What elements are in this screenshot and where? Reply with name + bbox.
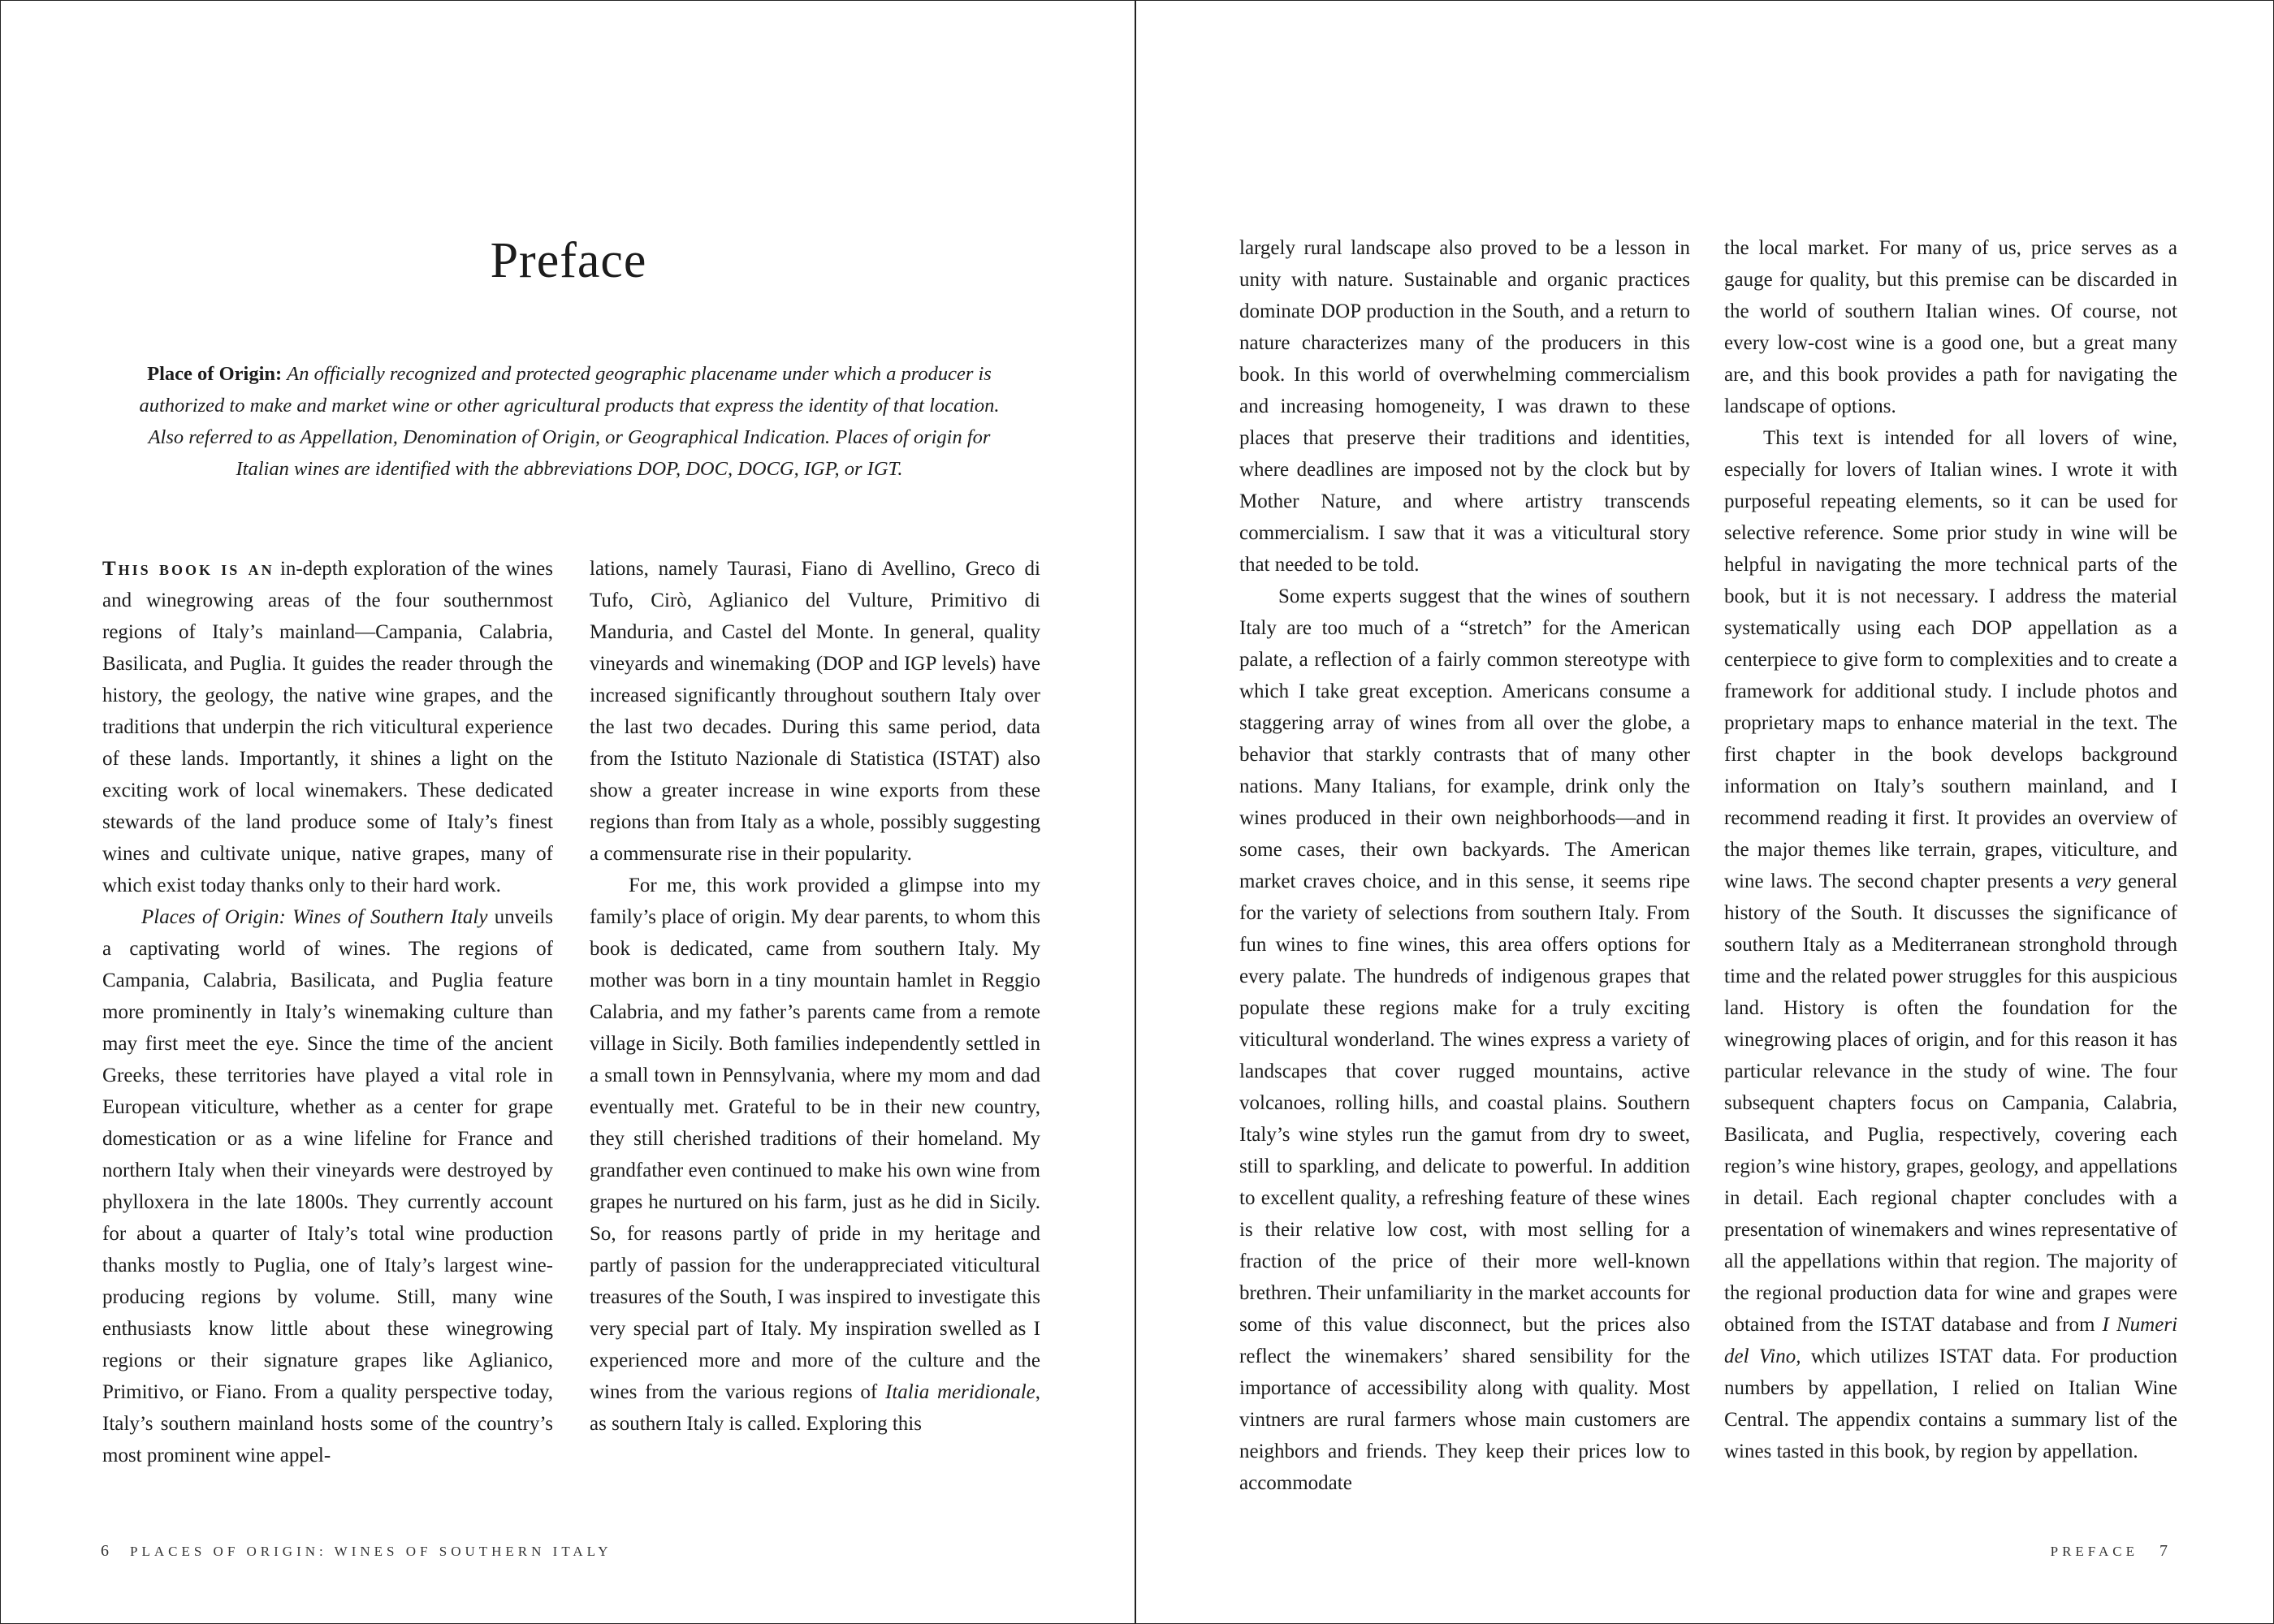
- book-title-italic: Places of Origin: Wines of Southern Italy: [141, 906, 488, 928]
- lead-in-small-caps: This book is an: [102, 558, 275, 580]
- page-number: 6: [101, 1542, 109, 1560]
- left-column-2: [590, 553, 1040, 1440]
- italic-phrase: Italia meridionale: [885, 1381, 1035, 1403]
- paragraph-text: which utilizes ISTAT data. For production numbers by appellation, I relied on Italian Wine Central. The appendix contains a summary list of the wines tasted in this book, by region by appellation.: [1724, 1345, 2178, 1462]
- left-page: [1, 1, 1136, 1623]
- paragraph: [1239, 232, 1690, 581]
- page-number: 7: [2159, 1542, 2168, 1560]
- right-column-2: [1724, 232, 2177, 1467]
- paragraph-text: unveils a captivating world of wines. The regions of Campania, Calabria, Basilicata, and Puglia feature more prominently in Italy’s winemaking culture than may first meet the eye. Since the time of the ancient Greeks, these territories have played a vital role in European viticulture, whether as a center for grape domestication or as a wine lifeline for France and northern Italy when their vineyards were destroyed by phylloxera in the late 1800s. They currently account for about a quarter of Italy’s total wine production thanks mostly to Puglia, one of Italy’s largest wine-producing regions by volume. Still, many wine enthusiasts know little about these winegrowing regions or their signature grapes like Aglianico, Primitivo, or Fiano. From a quality perspective today, Italy’s southern mainland hosts some of the country’s most prominent wine appel-: [102, 906, 553, 1466]
- italic-title: I Numeri del Vino,: [1724, 1314, 2178, 1367]
- paragraph: [1724, 232, 2177, 422]
- italic-word: very: [2076, 870, 2112, 892]
- left-footer: [101, 1542, 612, 1561]
- paragraph: [590, 553, 1040, 870]
- paragraph-text: the local market. For many of us, price serves as a gauge for quality, but this premise can be discarded in the world of southern Italian wines. Of course, not every low-cost wine is a good one, but a great many are, and this book provides a path for navigating the landscape of options.: [1724, 237, 2177, 417]
- definition-text: An officially recognized and protected geographic placename under which a producer is authorized to make and market wine or other agricultural products that express the identity of that location. Also referred to as Appellation, Denomination of Origin, or Geographical Indication. Places of origin for Italian wines are identified with the abbreviations DOP, DOC, DOCG, IGP, or IGT.: [139, 363, 1000, 480]
- paragraph-text: in-depth exploration of the wines and winegrowing areas of the four southernmost regions of Italy’s mainland—Campania, Calabria, Basilicata, and Puglia. It guides the reader through the history, the geology, the native wine grapes, and the traditions that underpin the rich viticultural experience of these lands. Importantly, it shines a light on the exciting work of local winemakers. These dedicated stewards of the land produce some of Italy’s finest wines and cultivate unique, native grapes, many of which exist today thanks only to their hard work.: [102, 558, 554, 896]
- running-head: PREFACE: [2050, 1544, 2138, 1559]
- right-footer: [2051, 1542, 2168, 1561]
- paragraph-text: largely rural landscape also proved to be a lesson in unity with nature. Sustainable and organic practices dominate DOP production in the South, and a return to nature characterizes many of the producers in this book. In this world of overwhelming commercialism and increasing homogeneity, I was drawn to these places that preserve their traditions and identities, where deadlines are imposed not by the clock but by Mother Nature, and where artistry transcends commercialism. I saw that it was a viticultural story that needed to be told.: [1239, 237, 1690, 576]
- paragraph: [102, 901, 553, 1471]
- running-head: PLACES OF ORIGIN: WINES OF SOUTHERN ITALY: [130, 1544, 612, 1559]
- paragraph: [102, 553, 553, 901]
- paragraph: [590, 870, 1040, 1440]
- right-column-1: [1239, 232, 1690, 1499]
- paragraph-text: This text is intended for all lovers of wine, especially for lovers of Italian wines. I wrote it with purposeful repeating elements, so it can be used for selective reference. Some prior study in wine will be helpful in navigating the more technical parts of the book, but it is not necessary. I address the material systematically using each DOP appellation as a centerpiece to give form to complexities and to create a framework for additional study. I include photos and proprietary maps to enhance material in the text. The first chapter in the book develops background information on Italy’s southern mainland, and I recommend reading it first. It provides an overview of the major themes like terrain, grapes, viticulture, and wine laws. The second chapter presents a: [1724, 427, 2177, 892]
- paragraph: [1239, 581, 1690, 1499]
- left-column-1: [102, 553, 553, 1471]
- page-title: Preface: [490, 233, 647, 288]
- paragraph-text: For me, this work provided a glimpse into my family’s place of origin. My dear parents, to whom this book is dedicated, came from southern Italy. My mother was born in a tiny mountain hamlet in Reggio Calabria, and my father’s parents came from a remote village in Sicily. Both families independently settled in a small town in Pennsylvania, where my mom and dad eventually met. Grateful to be in their new country, they still cherished traditions of their homeland. My grandfather even continued to make his own wine from grapes he nurtured on his farm, just as he did in Sicily. So, for reasons partly of pride in my heritage and partly of passion for the underappreciated viticultural treasures of the South, I was inspired to investigate this very special part of Italy. My inspiration swelled as I experienced more and more of the culture and the wines from the various regions of: [590, 875, 1040, 1403]
- paragraph-text: Some experts suggest that the wines of southern Italy are too much of a “stretch” for the American palate, a reflection of a fairly common stereotype with which I take great exception. Americans consume a staggering array of wines from all over the globe, a behavior that starkly contrasts that of many other nations. Many Italians, for example, drink only the wines produced in their own neighborhoods—and in some cases, their own backyards. The American market craves choice, and in this sense, it seems ripe for the variety of selections from southern Italy. From fun wines to fine wines, this area offers options for every palate. The hundreds of indigenous grapes that populate these regions make for a truly exciting viticultural wonderland. The wines express a variety of landscapes that cover rugged mountains, active volcanoes, rolling hills, and coastal plains. Southern Italy’s wine styles run the gamut from dry to sweet, still to sparkling, and delicate to powerful. In addition to excellent quality, a refreshing feature of these wines is their relative low cost, with most selling for a fraction of the price of their more well-known brethren. Their unfamiliarity in the market accounts for some of this value disconnect, but the prices also reflect the winemakers’ shared sensibility for the importance of accessibility along with quality. Most vintners are rural farmers whose main customers are neighbors and friends. They keep their prices low to accommodate: [1239, 585, 1690, 1494]
- paragraph-text: , as southern Italy is called. Exploring this: [590, 1381, 1041, 1435]
- paragraph: [1724, 422, 2177, 1467]
- paragraph-text: general history of the South. It discusses the significance of southern Italy as a Mediterranean stronghold through time and the related power struggles for this auspicious land. History is often the foundation for the winegrowing places of origin, and for this reason it has particular relevance in the study of wine. The four subsequent chapters focus on Campania, Calabria, Basilicata, and Puglia, respectively, covering each region’s wine history, grapes, geology, and appellations in detail. Each regional chapter concludes with a presentation of winemakers and wines representative of all the appellations within that region. The majority of the regional production data for wine and grapes were obtained from the ISTAT database and from: [1724, 870, 2178, 1336]
- paragraph-text: lations, namely Taurasi, Fiano di Avellino, Greco di Tufo, Cirò, Aglianico del Vulture, Primitivo di Manduria, and Castel del Monte. In general, quality vineyards and winemaking (DOP and IGP levels) have increased significantly throughout southern Italy over the last two decades. During this same period, data from the Istituto Nazionale di Statistica (ISTAT) also show a greater increase in wine exports from these regions than from Italy as a whole, possibly suggesting a commensurate rise in their popularity.: [590, 558, 1040, 865]
- right-page: [1138, 1, 2273, 1623]
- definition-block: [123, 358, 1016, 485]
- definition-term: Place of Origin:: [147, 363, 283, 385]
